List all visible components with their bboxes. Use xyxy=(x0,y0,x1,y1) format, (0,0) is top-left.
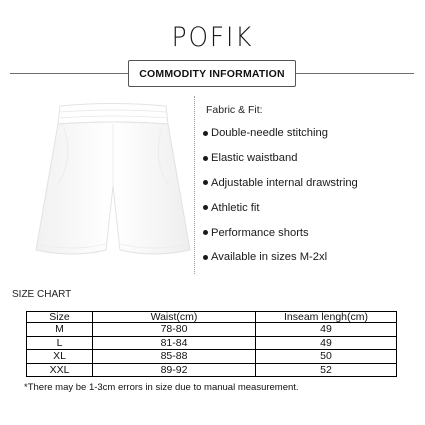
bullet-icon xyxy=(203,255,208,260)
table-row xyxy=(27,363,397,377)
feature-text: Elastic waistband xyxy=(211,152,298,165)
brand-title: POFIK xyxy=(171,22,254,53)
bullet-icon xyxy=(203,156,208,161)
size-cell: M xyxy=(27,323,93,337)
bullet-icon xyxy=(203,131,208,136)
list-item xyxy=(203,121,418,146)
feature-list xyxy=(203,121,418,270)
table-row xyxy=(27,336,397,350)
shorts-product-image xyxy=(34,100,192,272)
vertical-divider xyxy=(194,96,195,274)
size-chart-table xyxy=(26,311,397,377)
banner-rule-left xyxy=(10,73,128,74)
features-title: Fabric & Fit: xyxy=(206,104,263,116)
table-header-row xyxy=(27,312,397,323)
list-item xyxy=(203,220,418,245)
inseam-cell: 49 xyxy=(256,336,397,350)
inseam-cell: 49 xyxy=(256,323,397,337)
inseam-cell: 50 xyxy=(256,350,397,364)
size-cell: XXL xyxy=(27,363,93,377)
list-item xyxy=(203,245,418,270)
table-row xyxy=(27,323,397,337)
feature-text: Double-needle stitching xyxy=(211,127,328,140)
list-item xyxy=(203,171,418,196)
waist-cell: 78-80 xyxy=(93,323,256,337)
size-cell: XL xyxy=(27,350,93,364)
list-item xyxy=(203,195,418,220)
waist-cell: 89-92 xyxy=(93,363,256,377)
bullet-icon xyxy=(203,180,208,185)
bullet-icon xyxy=(203,205,208,210)
column-header-inseam: Inseam lengh(cm) xyxy=(256,312,397,323)
column-header-size: Size xyxy=(27,312,93,323)
bullet-icon xyxy=(203,230,208,235)
inseam-cell: 52 xyxy=(256,363,397,377)
measurement-note: *There may be 1-3cm errors in size due to manual measurement. xyxy=(24,382,299,393)
banner-rule-right xyxy=(296,73,414,74)
size-chart-title: SIZE CHART xyxy=(12,289,72,300)
list-item xyxy=(203,146,418,171)
feature-text: Athletic fit xyxy=(211,201,260,214)
feature-text: Performance shorts xyxy=(211,226,309,239)
commodity-information-banner: COMMODITY INFORMATION xyxy=(128,60,296,87)
feature-text: Available in sizes M-2xl xyxy=(211,251,328,264)
waist-cell: 81-84 xyxy=(93,336,256,350)
size-cell: L xyxy=(27,336,93,350)
column-header-waist: Waist(cm) xyxy=(93,312,256,323)
feature-text: Adjustable internal drawstring xyxy=(211,176,358,189)
waist-cell: 85-88 xyxy=(93,350,256,364)
table-row xyxy=(27,350,397,364)
